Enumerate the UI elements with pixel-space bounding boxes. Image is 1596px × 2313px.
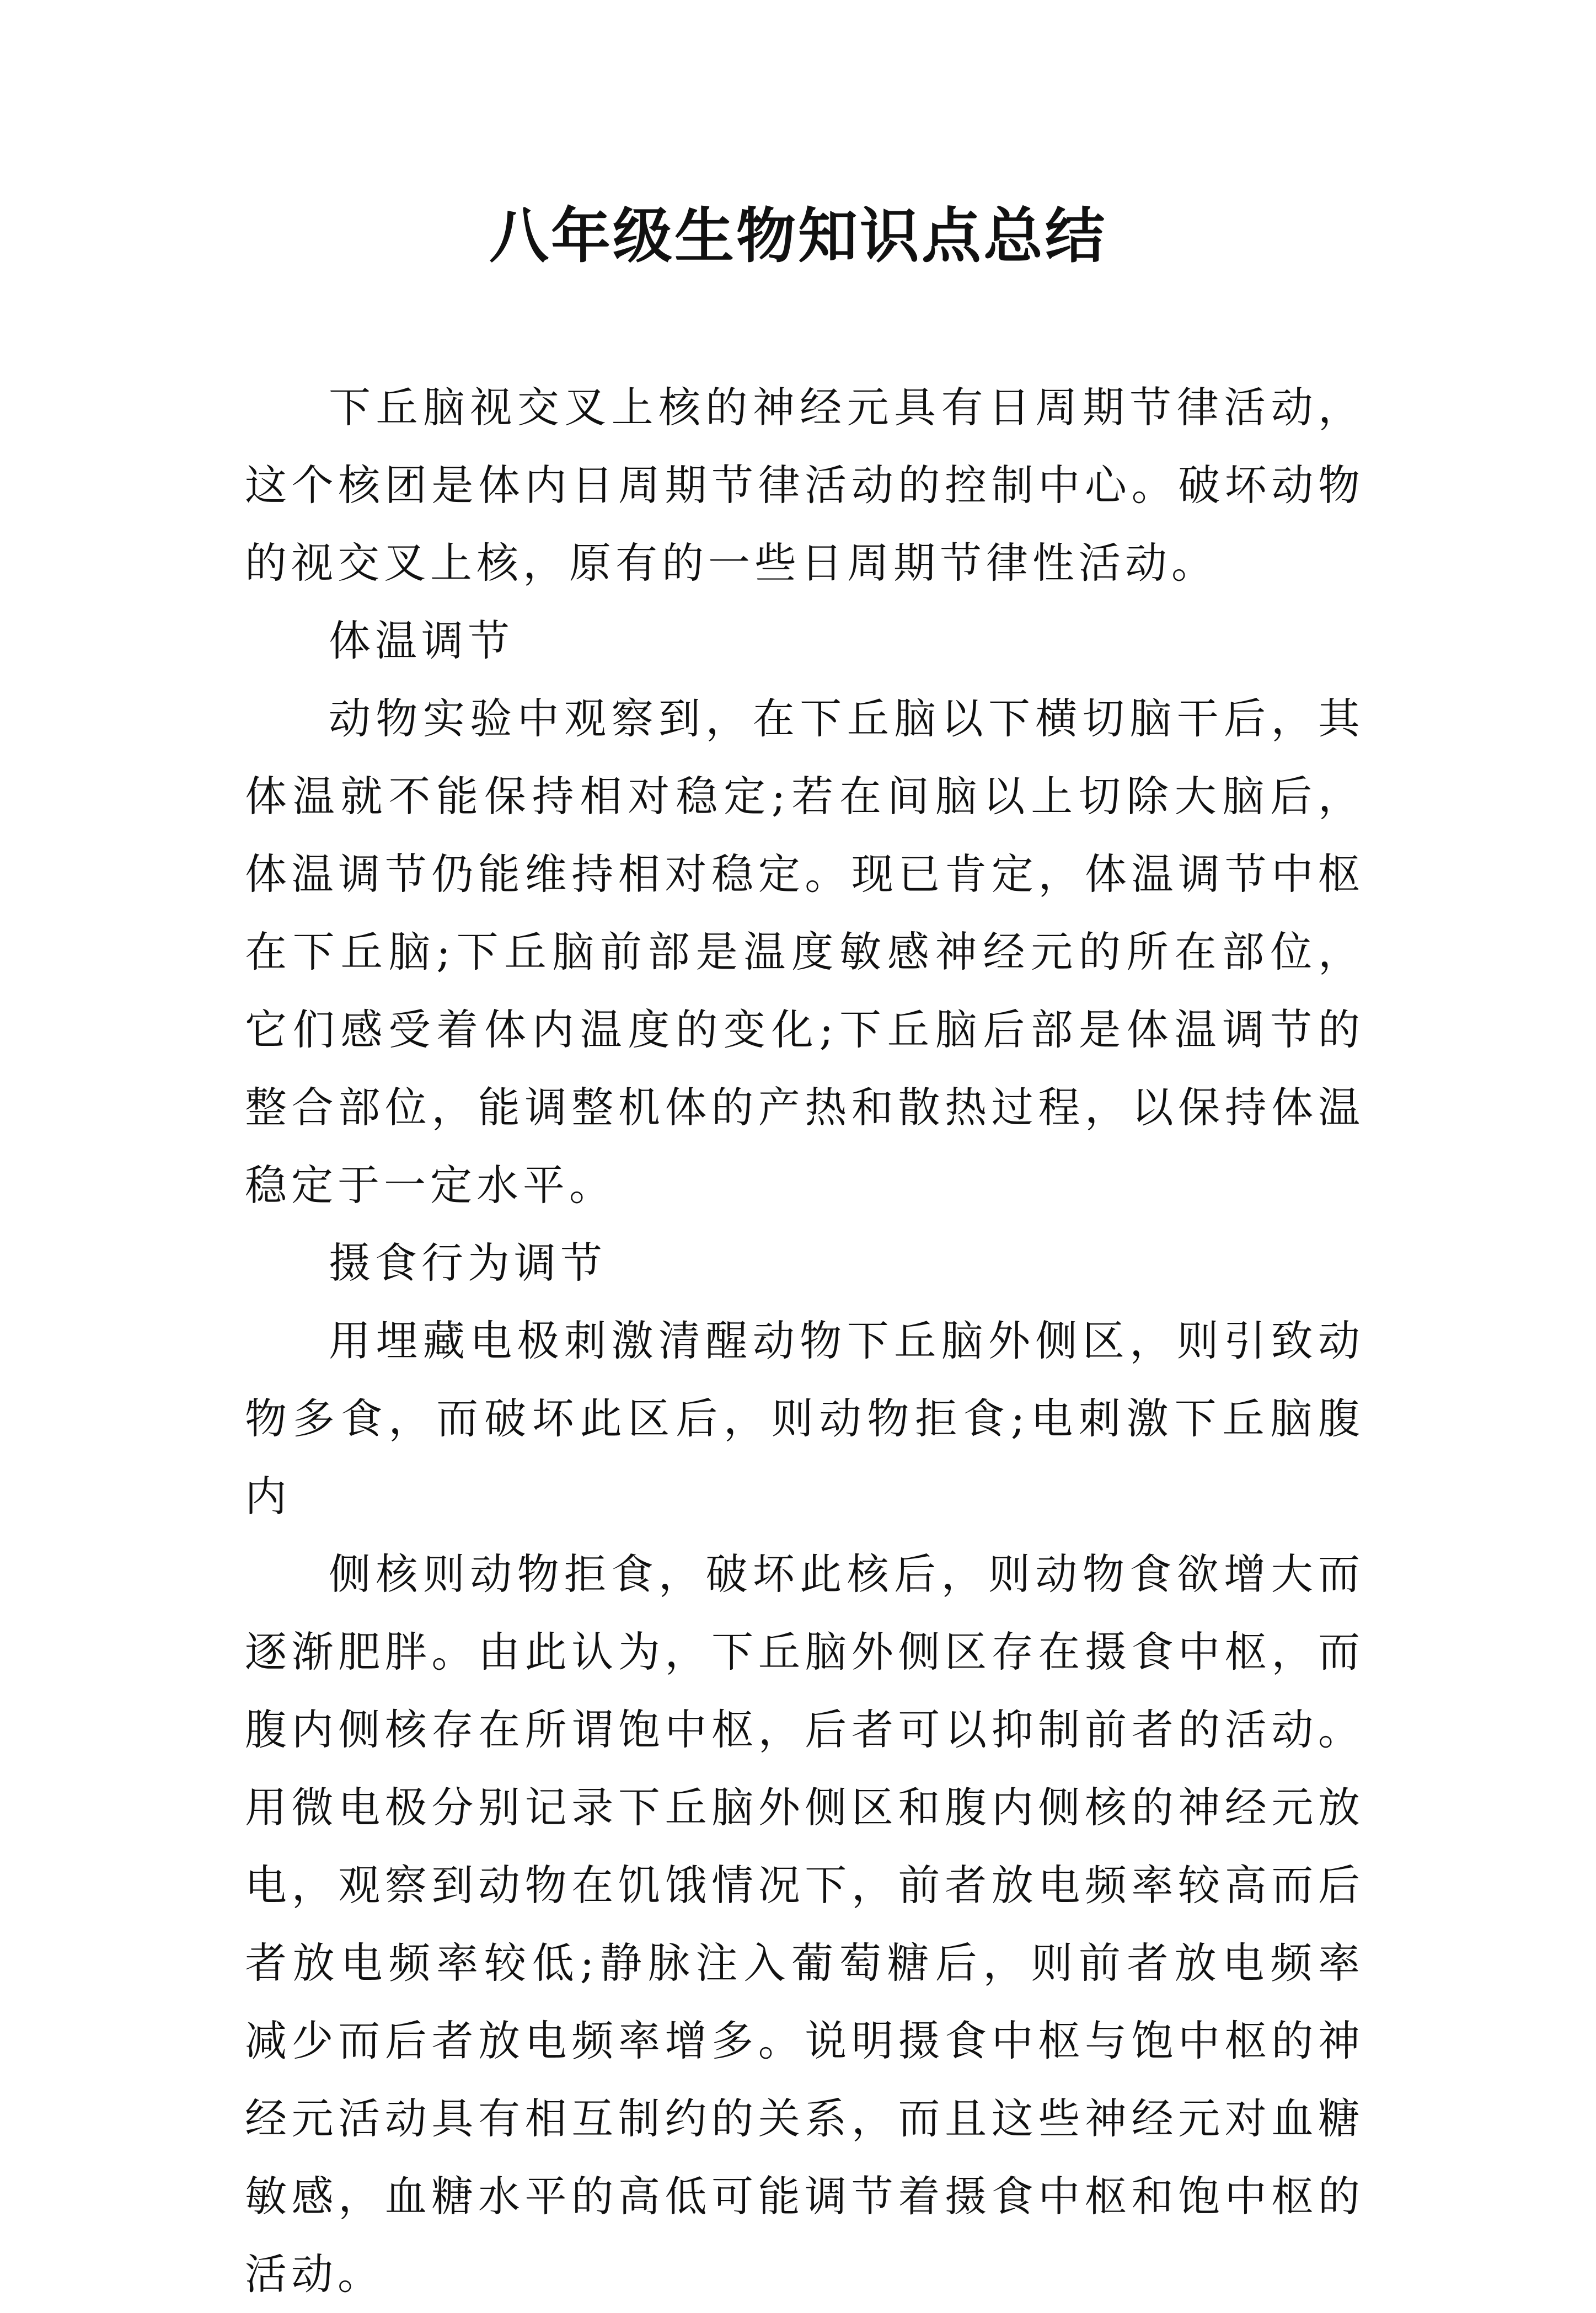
heading-feeding-regulation: 摄食行为调节 xyxy=(329,1238,607,1288)
document-body xyxy=(245,368,1364,2313)
heading-thermoregulation: 体温调节 xyxy=(329,616,514,665)
document-title: 八年级生物知识点总结 xyxy=(489,201,1107,271)
paragraph-feeding-stimulation: 用埋藏电极刺激清醒动物下丘脑外侧区，则引致动物多食，而破坏此区后，则动物拒食;电刺激下丘脑腹内 xyxy=(245,1316,1364,1521)
paragraph-thermoregulation: 动物实验中观察到，在下丘脑以下横切脑干后，其体温就不能保持相对稳定;若在间脑以上切除大脑后，体温调节仍能维持相对稳定。现已肯定，体温调节中枢在下丘脑;下丘脑前部是温度敏感神经元的所在部位，它们感受着体内温度的变化;下丘脑后部是体温调节的整合部位，能调整机体的产热和散热过程，以保持体温稳定于一定水平。 xyxy=(245,694,1364,1210)
paragraph-circadian: 下丘脑视交叉上核的神经元具有日周期节律活动，这个核团是体内日周期节律活动的控制中心。破坏动物的视交叉上核，原有的一些日周期节律性活动。 xyxy=(245,383,1364,587)
paragraph-feeding-centers: 侧核则动物拒食，破坏此核后，则动物食欲增大而逐渐肥胖。由此认为，下丘脑外侧区存在摄食中枢，而腹内侧核存在所谓饱中枢，后者可以抑制前者的活动。用微电极分别记录下丘脑外侧区和腹内侧核的神经元放电，观察到动物在饥饿情况下，前者放电频率较高而后者放电频率较低;静脉注入葡萄糖后，则前者放电频率减少而后者放电频率增多。说明摄食中枢与饱中枢的神经元活动具有相互制约的关系，而且这些神经元对血糖敏感，血糖水平的高低可能调节着摄食中枢和饱中枢的活动。 xyxy=(245,1550,1364,2299)
